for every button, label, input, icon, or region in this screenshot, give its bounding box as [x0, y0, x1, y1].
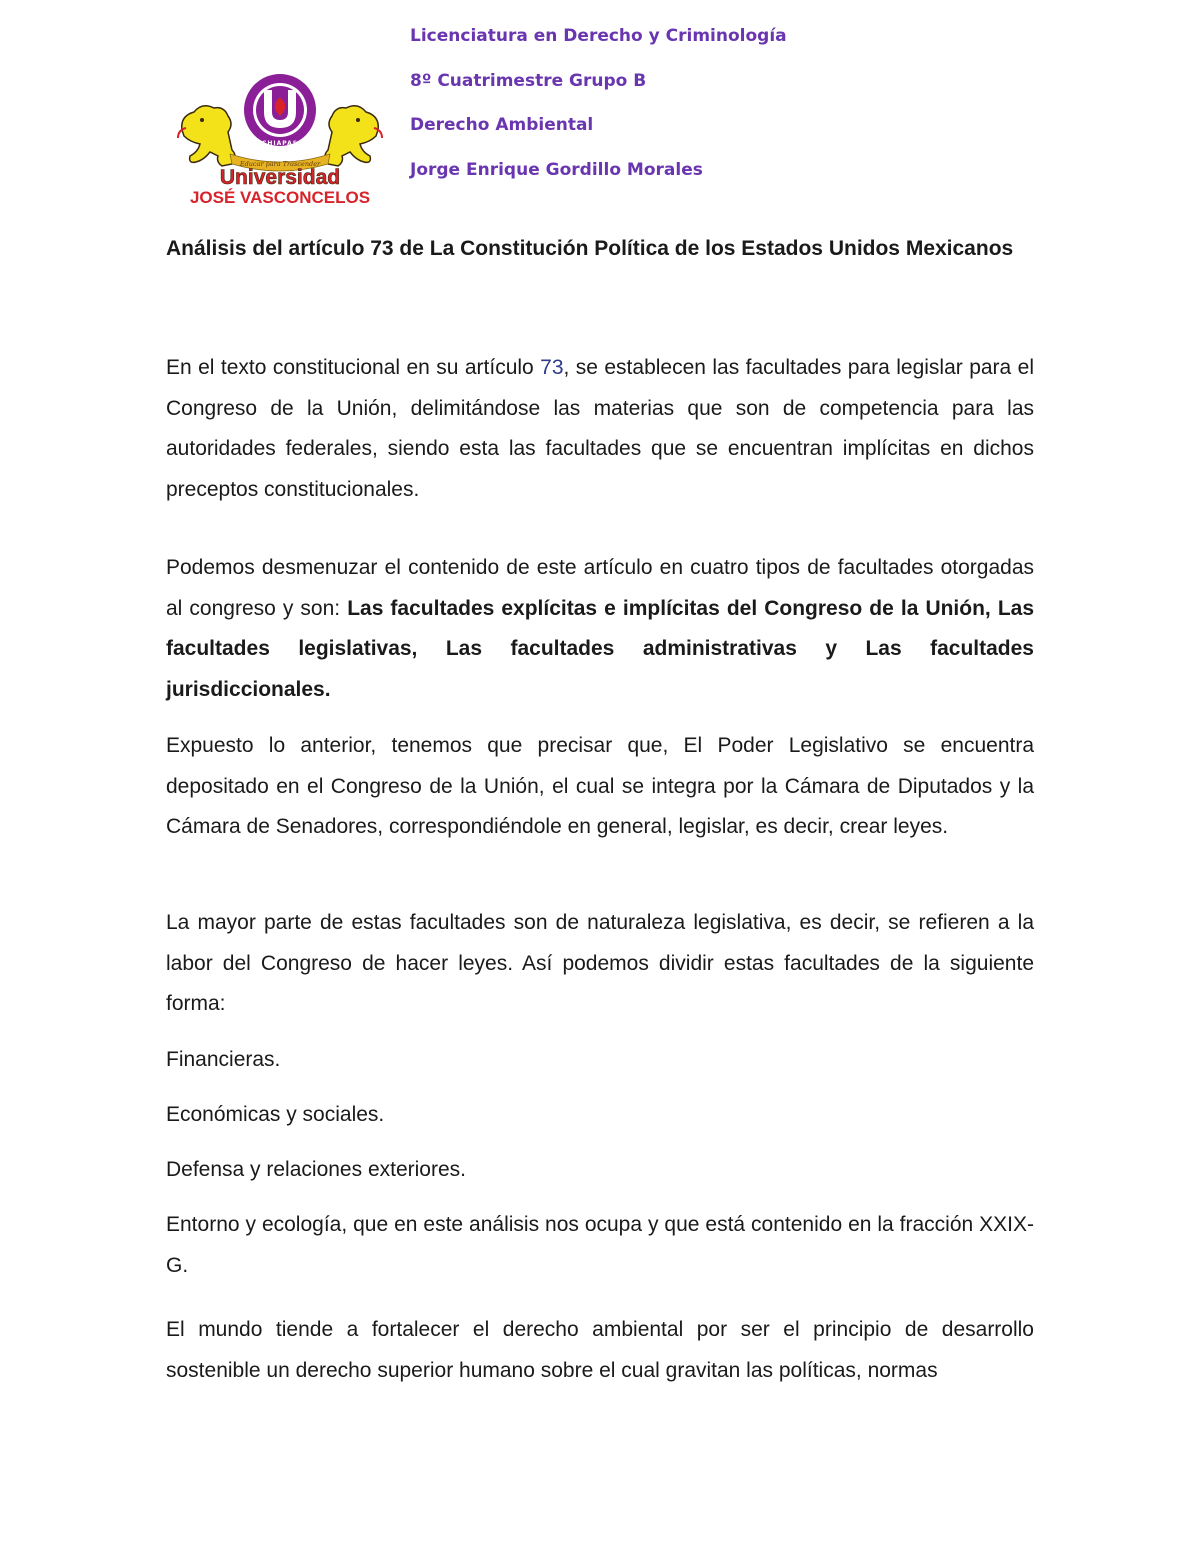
- author-line: Jorge Enrique Gordillo Morales: [410, 159, 703, 180]
- right-lion-icon: [325, 106, 382, 166]
- list-item-economic: Económicas y sociales.: [166, 1103, 385, 1126]
- list-item: [166, 1095, 1034, 1136]
- left-lion-icon: [178, 106, 235, 166]
- course-line: Derecho Ambiental: [410, 115, 594, 135]
- list-item: [166, 1150, 1034, 1191]
- list-item-financial: Financieras.: [166, 1048, 281, 1071]
- semester-group-line: 8º Cuatrimestre Grupo B: [410, 70, 647, 91]
- article-reference: 73: [540, 356, 564, 379]
- paragraph-world-text: El mundo tiende a fortalecer el derecho ambiental por ser el principio de desarrollo sostenible un derecho superior humano sobre el cual gravitan las políticas, normas: [166, 1318, 1034, 1382]
- paragraph-world: [166, 1310, 1034, 1391]
- list-item: [166, 1040, 1034, 1081]
- degree-line: Licenciatura en Derecho y Criminología: [410, 26, 787, 46]
- paragraph-division: [166, 903, 1034, 1025]
- paragraph-types-text: Podemos desmenuzar el contenido de este artículo en cuatro tipos de facultades otorgadas al congreso y son:: [166, 556, 1034, 620]
- document-header: [410, 24, 787, 202]
- list-item-defense: Defensa y relaciones exteriores.: [166, 1158, 466, 1181]
- university-word: Universidad: [219, 166, 341, 189]
- paragraph-division-text: La mayor parte de estas facultades son de naturaleza legislativa, es decir, se refieren a la labor del Congreso de hacer leyes. Así podemos dividir estas facultades de la siguiente forma:: [166, 911, 1034, 1015]
- motto-text: Educar para Trascender: [239, 160, 321, 168]
- list-item: [166, 1205, 1034, 1286]
- paragraph-legislative-power-text: Expuesto lo anterior, tenemos que precisar que, El Poder Legislativo se encuentra depositado en el Congreso de la Unión, el cual se integra por la Cámara de Diputados y la Cámara de Senadores, correspondiéndole en general, legislar, es decir, crear leyes.: [166, 734, 1034, 838]
- paragraph-intro-text-b: , se establecen las facultades para legislar para el Congreso de la Unión, delimitándose las materias que son de competencia para las autoridades federales, siendo esta las facultades que se encuentran implícitas en dichos preceptos constitucionales.: [166, 356, 1034, 501]
- list-item-environment: Entorno y ecología, que en este análisis nos ocupa y que está contenido en la fracción XXIX-G.: [166, 1213, 1034, 1277]
- paragraph-intro: [166, 348, 1034, 510]
- paragraph-types: [166, 548, 1034, 710]
- paragraph-intro-text-a: En el texto constitucional en su artículo: [166, 356, 541, 379]
- document-title: Análisis del artículo 73 de La Constitución Política de los Estados Unidos Mexicanos: [166, 237, 1014, 260]
- university-logo: [172, 72, 388, 208]
- university-name: JOSÉ VASCONCELOS: [189, 188, 371, 207]
- ring-text: CHIAPAS: [261, 140, 299, 147]
- paragraph-types-bold: Las facultades explícitas e implícitas del Congreso de la Unión, Las facultades legislativas, Las facultades administrativas y Las facultades jurisdiccionales.: [166, 596, 1035, 701]
- paragraph-legislative-power: [166, 726, 1034, 848]
